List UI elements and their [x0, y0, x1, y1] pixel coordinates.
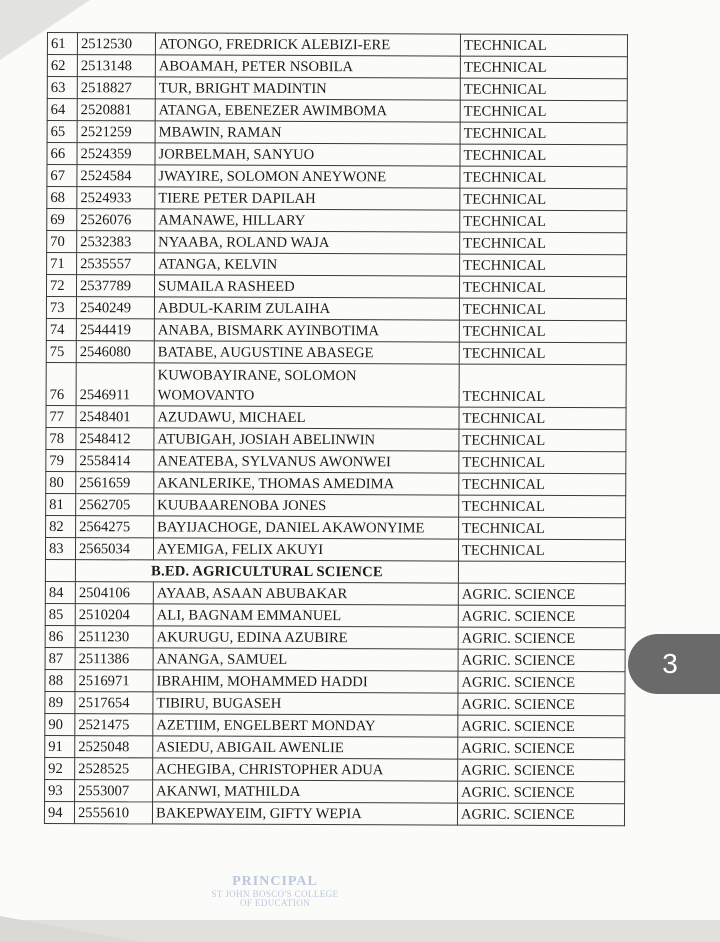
row-number: 86: [45, 625, 75, 647]
student-id: 2521475: [75, 714, 153, 736]
program: AGRIC. SCIENCE: [458, 627, 625, 650]
table-row: [46, 362, 626, 407]
program: TECHNICAL: [458, 539, 625, 562]
table-row: [45, 691, 625, 715]
table-row: [45, 713, 625, 737]
program: AGRIC. SCIENCE: [458, 715, 625, 738]
student-name: BAKEPWAYEIM, GIFTY WEPIA: [152, 802, 457, 825]
stamp-line3: OF EDUCATION: [239, 898, 311, 909]
student-id: 2520881: [77, 99, 155, 121]
program: AGRIC. SCIENCE: [458, 693, 625, 716]
program: TECHNICAL: [460, 122, 627, 145]
student-id: 2521259: [77, 121, 155, 143]
student-name: TIBIRU, BUGASEH: [153, 692, 458, 715]
program: TECHNICAL: [459, 429, 626, 452]
student-id: 2511230: [75, 626, 153, 648]
student-id: 2512530: [77, 33, 155, 55]
program: TECHNICAL: [460, 210, 627, 233]
table-row: [45, 669, 625, 693]
student-name: AZUDAWU, MICHAEL: [154, 406, 459, 429]
table-row: [46, 515, 626, 539]
student-id: 2524584: [77, 165, 155, 187]
section-heading-blank: [45, 559, 75, 581]
table-row: [45, 735, 625, 759]
program: TECHNICAL: [460, 56, 627, 79]
program: TECHNICAL: [460, 78, 627, 101]
row-number: 76: [46, 362, 76, 405]
student-id: 2544419: [76, 319, 154, 341]
row-number: 87: [45, 647, 75, 669]
row-number: 75: [46, 340, 76, 362]
program: AGRIC. SCIENCE: [458, 759, 625, 782]
row-number: 71: [47, 253, 77, 275]
program: AGRIC. SCIENCE: [458, 605, 625, 628]
student-id: 2517654: [75, 692, 153, 714]
student-name: AYEMIGA, FELIX AKUYI: [153, 538, 458, 561]
student-id: 2516971: [75, 670, 153, 692]
student-id: 2558414: [76, 450, 154, 472]
row-number: 88: [45, 669, 75, 691]
table-row: [47, 121, 627, 145]
student-name: ABOAMAH, PETER NSOBILA: [155, 55, 460, 78]
table-row: [45, 757, 625, 781]
row-number: 70: [47, 231, 77, 253]
row-number: 91: [45, 735, 75, 757]
table-row: [46, 340, 626, 364]
program: TECHNICAL: [460, 254, 627, 277]
program: TECHNICAL: [460, 100, 627, 123]
row-number: 74: [46, 318, 76, 340]
table-row: [45, 581, 625, 605]
table-row: [47, 209, 627, 233]
program: TECHNICAL: [459, 451, 626, 474]
student-name: ATANGA, KELVIN: [155, 253, 460, 276]
section-heading: B.ED. AGRICULTURAL SCIENCE: [75, 560, 458, 583]
row-number: 63: [47, 77, 77, 99]
row-number: 61: [47, 33, 77, 55]
student-name: JORBELMAH, SANYUO: [155, 143, 460, 166]
student-id: 2524933: [77, 187, 155, 209]
student-name: AKANWI, MATHILDA: [153, 780, 458, 803]
student-name: ANEATEBA, SYLVANUS AWONWEI: [154, 450, 459, 473]
table-row: [47, 55, 627, 79]
program: TECHNICAL: [459, 364, 626, 408]
student-name: ABDUL-KARIM ZULAIHA: [154, 297, 459, 320]
row-number: 72: [46, 275, 76, 297]
student-id: 2540249: [76, 297, 154, 319]
program: AGRIC. SCIENCE: [457, 803, 624, 826]
program: TECHNICAL: [459, 320, 626, 343]
student-id: 2518827: [77, 77, 155, 99]
table-row: [46, 471, 626, 495]
table-row: [45, 537, 625, 561]
student-name: ATANGA, EBENEZER AWIMBOMA: [155, 99, 460, 122]
program: AGRIC. SCIENCE: [458, 583, 625, 606]
row-number: 85: [45, 603, 75, 625]
program: TECHNICAL: [460, 34, 627, 57]
student-id: 2513148: [77, 55, 155, 77]
student-id: 2561659: [76, 472, 154, 494]
student-id: 2546911: [76, 363, 154, 406]
student-id: 2564275: [76, 516, 154, 538]
row-number: 62: [47, 55, 77, 77]
table-row: [47, 253, 627, 277]
table-row: [47, 165, 627, 189]
table-row: [46, 318, 626, 342]
section-heading-blank: [458, 561, 625, 584]
student-name: AKANLERIKE, THOMAS AMEDIMA: [154, 472, 459, 495]
student-id: 2524359: [77, 143, 155, 165]
table-row: [47, 187, 627, 211]
student-name: ATUBIGAH, JOSIAH ABELINWIN: [154, 428, 459, 451]
table-row: [46, 427, 626, 451]
student-name: AZETIIM, ENGELBERT MONDAY: [153, 714, 458, 737]
row-number: 90: [45, 713, 75, 735]
student-id: 2504106: [75, 582, 153, 604]
student-id: 2526076: [77, 209, 155, 231]
table-row: [47, 33, 627, 57]
student-name: AMANAWE, HILLARY: [155, 209, 460, 232]
student-name: AYAAB, ASAAN ABUBAKAR: [153, 582, 458, 605]
table-row: [45, 603, 625, 627]
student-name-line1: KUWOBAYIRANE, SOLOMON: [157, 367, 357, 385]
program: TECHNICAL: [459, 473, 626, 496]
program: TECHNICAL: [459, 407, 626, 430]
table-row: [46, 296, 626, 320]
roster-rows-technical-a: [46, 33, 627, 365]
program: TECHNICAL: [459, 495, 626, 518]
student-id: 2535557: [77, 253, 155, 275]
student-name: TIERE PETER DAPILAH: [155, 187, 460, 210]
student-id: 2548412: [76, 428, 154, 450]
row-number: 64: [47, 99, 77, 121]
section-heading-row: [45, 559, 625, 583]
page-fold-bottom-left: [0, 916, 140, 942]
table-row: [46, 493, 626, 517]
student-name: ACHEGIBA, CHRISTOPHER ADUA: [153, 758, 458, 781]
student-id: 2528525: [75, 758, 153, 780]
row-number: 83: [45, 537, 75, 559]
program: TECHNICAL: [459, 342, 626, 365]
row-number: 79: [46, 449, 76, 471]
row-number: 65: [47, 121, 77, 143]
student-name: JWAYIRE, SOLOMON ANEYWONE: [155, 165, 460, 188]
student-id: 2537789: [76, 275, 154, 297]
roster-rows-technical-b: [45, 405, 626, 561]
principal-stamp: [190, 875, 360, 909]
row-number: 77: [46, 405, 76, 427]
student-id: 2555610: [74, 802, 152, 824]
student-name: AKURUGU, EDINA AZUBIRE: [153, 626, 458, 649]
student-id: 2510204: [75, 604, 153, 626]
table-row: [47, 99, 627, 123]
table-row: [47, 77, 627, 101]
program: AGRIC. SCIENCE: [458, 781, 625, 804]
row-number: 69: [47, 209, 77, 231]
roster-rows-agric: [44, 581, 625, 825]
student-roster-table: [44, 32, 628, 826]
row-number: 67: [47, 165, 77, 187]
row-number: 78: [46, 427, 76, 449]
row-number: 94: [44, 801, 74, 823]
program: AGRIC. SCIENCE: [458, 671, 625, 694]
page-number-badge: 3: [628, 634, 720, 694]
row-number: 66: [47, 143, 77, 165]
program: AGRIC. SCIENCE: [458, 737, 625, 760]
student-name: TUR, BRIGHT MADINTIN: [155, 77, 460, 100]
table-row: [46, 405, 626, 429]
student-name: IBRAHIM, MOHAMMED HADDI: [153, 670, 458, 693]
row-number: 82: [46, 515, 76, 537]
table-row: [45, 779, 625, 803]
student-id: 2546080: [76, 341, 154, 363]
row-number: 68: [47, 187, 77, 209]
row-number: 80: [46, 471, 76, 493]
student-name: BATABE, AUGUSTINE ABASEGE: [154, 341, 459, 364]
row-number: 73: [46, 296, 76, 318]
row-number: 89: [45, 691, 75, 713]
student-name: ANABA, BISMARK AYINBOTIMA: [154, 319, 459, 342]
stamp-line1: PRINCIPAL: [232, 874, 318, 889]
student-name: KUUBAARENOBA JONES: [154, 494, 459, 517]
table-row: [47, 143, 627, 167]
student-id: 2548401: [76, 406, 154, 428]
student-name: ANANGA, SAMUEL: [153, 648, 458, 671]
table-row: [45, 647, 625, 671]
row-number: 92: [45, 757, 75, 779]
student-id: 2532383: [77, 231, 155, 253]
row-number: 93: [45, 779, 75, 801]
student-name: ATONGO, FREDRICK ALEBIZI-ERE: [155, 33, 460, 56]
student-id: 2562705: [76, 494, 154, 516]
program: TECHNICAL: [459, 517, 626, 540]
student-id: 2511386: [75, 648, 153, 670]
program: TECHNICAL: [460, 188, 627, 211]
program: AGRIC. SCIENCE: [458, 649, 625, 672]
program: TECHNICAL: [460, 166, 627, 189]
student-name: BAYIJACHOGE, DANIEL AKAWONYIME: [154, 516, 459, 539]
student-name: NYAABA, ROLAND WAJA: [155, 231, 460, 254]
table-row: [47, 231, 627, 255]
row-number: 81: [46, 493, 76, 515]
section-heading-group: [45, 559, 625, 583]
student-name: MBAWIN, RAMAN: [155, 121, 460, 144]
program: TECHNICAL: [460, 144, 627, 167]
student-name: SUMAILA RASHEED: [154, 275, 459, 298]
program: TECHNICAL: [460, 232, 627, 255]
roster-row-76-group: [46, 362, 626, 407]
student-name: ALI, BAGNAM EMMANUEL: [153, 604, 458, 627]
table-row: [44, 801, 624, 825]
table-row: [46, 449, 626, 473]
row-number: 84: [45, 581, 75, 603]
table-row: [46, 275, 626, 299]
program: TECHNICAL: [459, 298, 626, 321]
student-id: 2553007: [75, 780, 153, 802]
student-name: [154, 363, 459, 407]
student-name: ASIEDU, ABIGAIL AWENLIE: [153, 736, 458, 759]
program: TECHNICAL: [459, 276, 626, 299]
student-id: 2565034: [75, 538, 153, 560]
student-name-line2: WOMOVANTO: [157, 387, 255, 404]
stamp-line2: ST JOHN BOSCO'S COLLEGE: [211, 888, 339, 899]
table-row: [45, 625, 625, 649]
student-id: 2525048: [75, 736, 153, 758]
